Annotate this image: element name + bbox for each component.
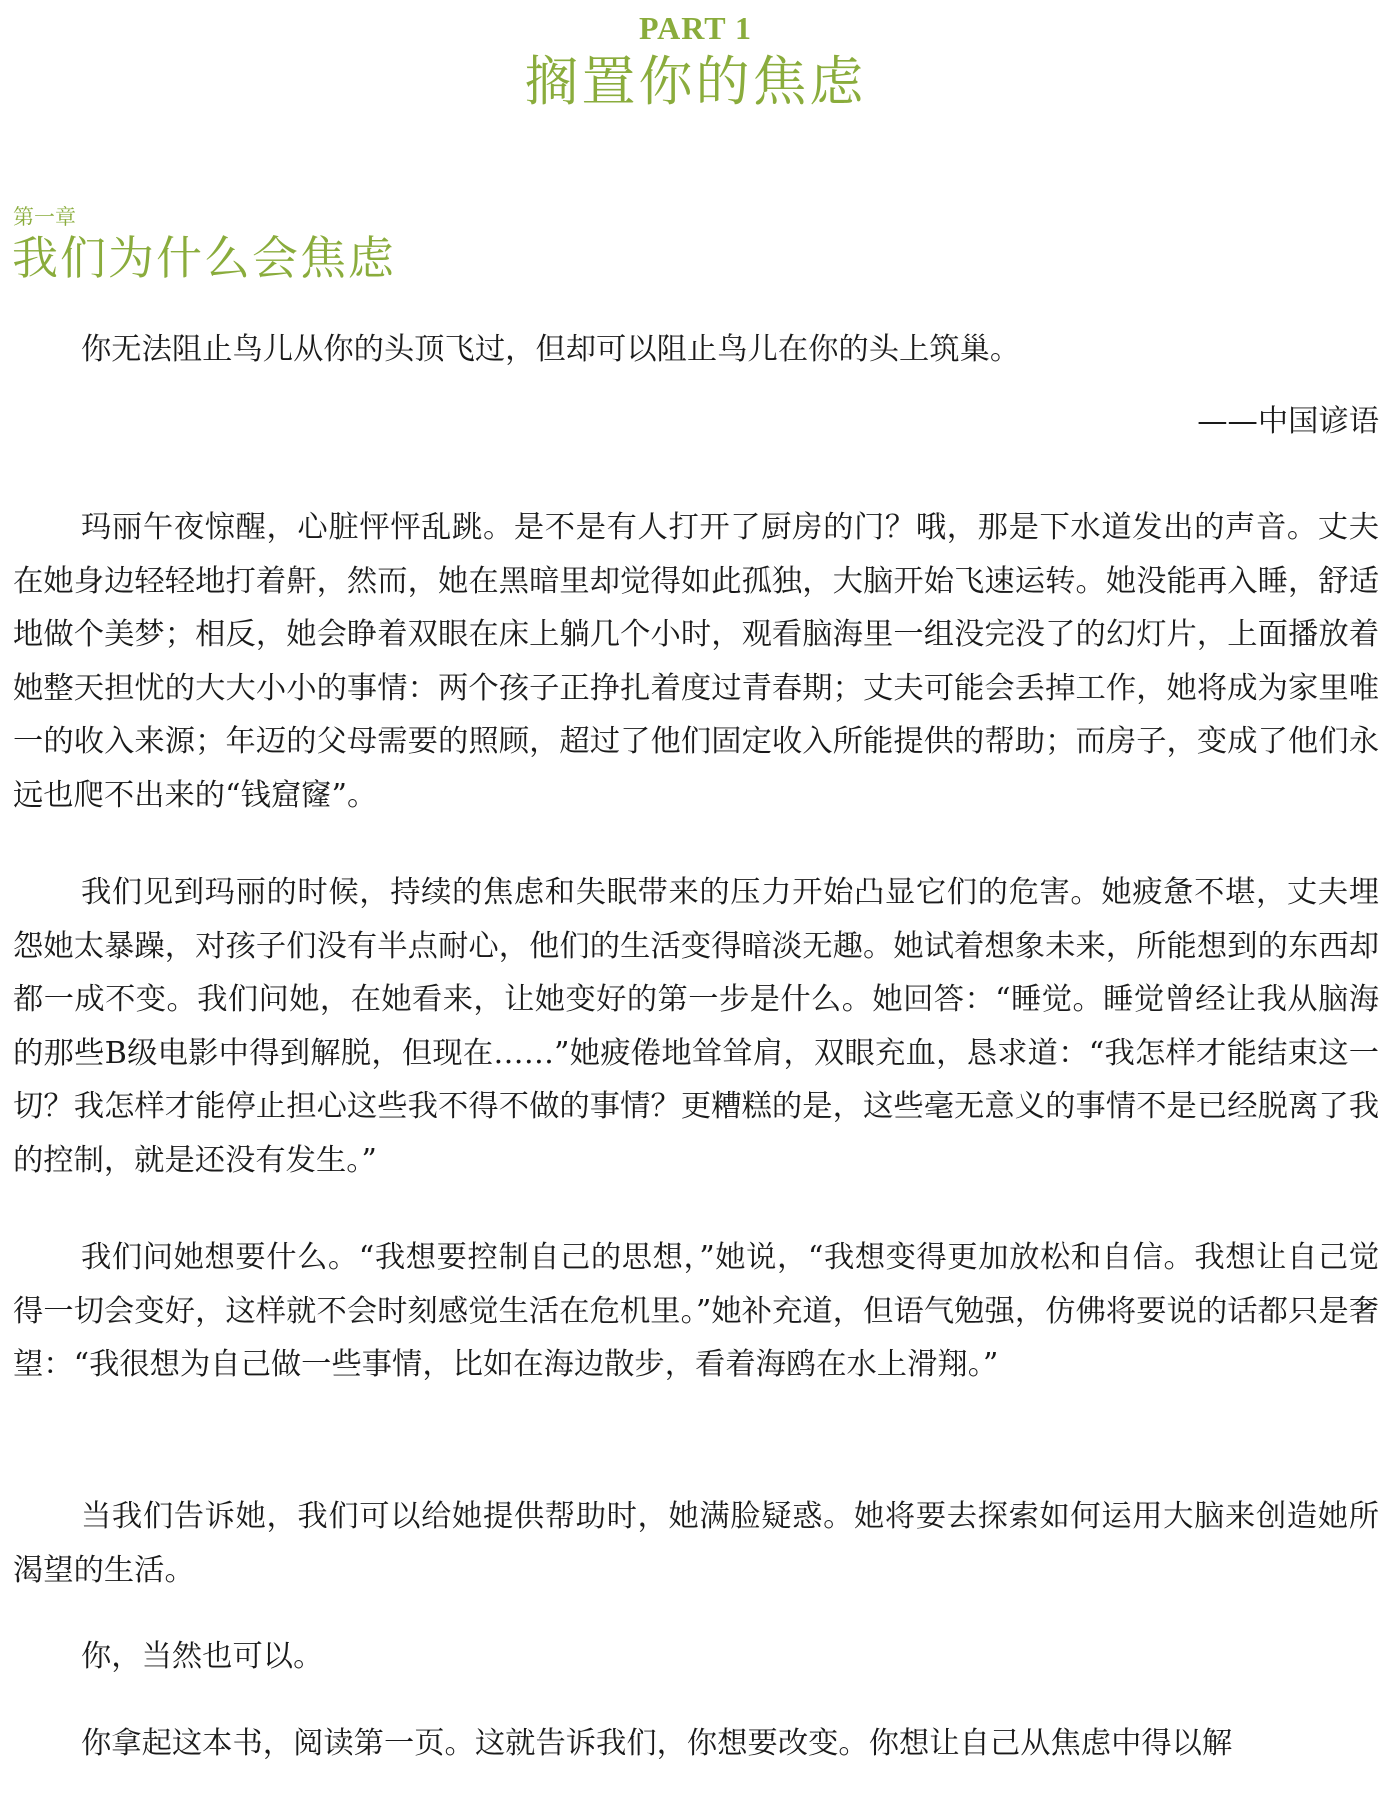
- body-paragraph-2: 我们见到玛丽的时候，持续的焦虑和失眠带来的压力开始凸显它们的危害。她疲惫不堪，丈夫埋怨她太暴躁，对孩子们没有半点耐心，他们的生活变得暗淡无趣。她试着想象未来，所能想到的东西却都一成不变。我们问她，在她看来，让她变好的第一步是什么。她回答：“睡觉。睡觉曾经让我从脑海的那些B级电影中得到解脱，但现在……”她疲倦地耸耸肩，双眼充血，恳求道：“我怎样才能结束这一切？我怎样才能停止担心这些我不得不做的事情？更糟糕的是，这些毫无意义的事情不是已经脱离了我的控制，就是还没有发生。”: [13, 875, 1379, 1178]
- body-paragraph-4: 当我们告诉她，我们可以给她提供帮助时，她满脸疑惑。她将要去探索如何运用大脑来创造她所渴望的生活。: [13, 1499, 1379, 1588]
- chapter-title: 我们为什么会焦虑: [12, 231, 396, 285]
- body-paragraph-3: 我们问她想要什么。“我想要控制自己的思想，”她说，“我想变得更加放松和自信。我想让自己觉得一切会变好，这样就不会时刻感觉生活在危机里。”她补充道，但语气勉强，仿佛将要说的话都只是奢望：“我很想为自己做一些事情，比如在海边散步，看着海鸥在水上滑翔。”: [13, 1240, 1379, 1382]
- part-title: 搁置你的焦虑: [524, 50, 867, 113]
- body-paragraph-5: 你，当然也可以。: [81, 1639, 324, 1674]
- epigraph-source: ——中国谚语: [1197, 404, 1379, 439]
- part-label: PART 1: [638, 10, 753, 46]
- body-paragraph-6: 你拿起这本书，阅读第一页。这就告诉我们，你想要改变。你想让自己从焦虑中得以解: [81, 1726, 1233, 1761]
- epigraph-quote: 你无法阻止鸟儿从你的头顶飞过，但却可以阻止鸟儿在你的头上筑巢。: [81, 332, 1021, 367]
- chapter-label: 第一章: [13, 205, 76, 229]
- body-paragraph-1: 玛丽午夜惊醒，心脏怦怦乱跳。是不是有人打开了厨房的门？哦，那是下水道发出的声音。丈夫在她身边轻轻地打着鼾，然而，她在黑暗里却觉得如此孤独，大脑开始飞速运转。她没能再入睡，舒适地做个美梦；相反，她会睁着双眼在床上躺几个小时，观看脑海里一组没完没了的幻灯片，上面播放着她整天担忧的大大小小的事情：两个孩子正挣扎着度过青春期；丈夫可能会丢掉工作，她将成为家里唯一的收入来源；年迈的父母需要的照顾，超过了他们固定收入所能提供的帮助；而房子，变成了他们永远也爬不出来的“钱窟窿”。: [13, 510, 1379, 813]
